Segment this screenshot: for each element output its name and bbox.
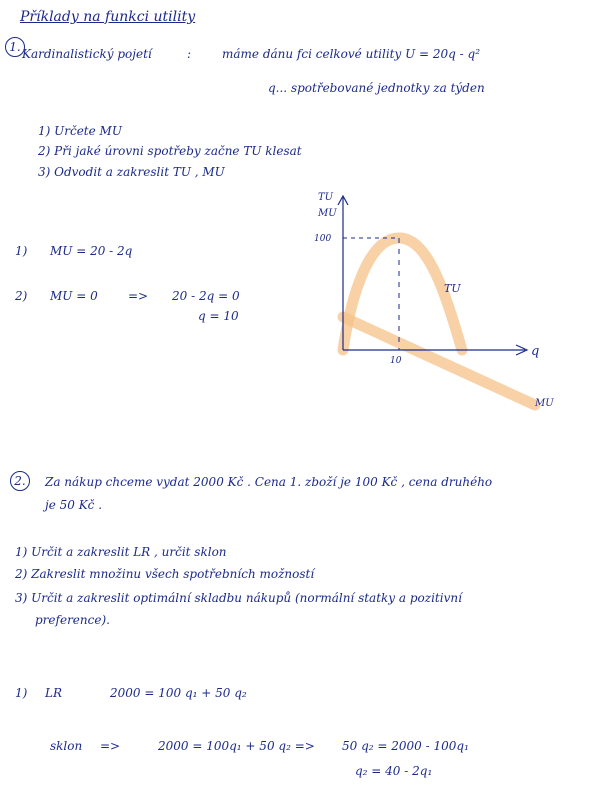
ex2-solution-1-eq: 2000 = 100 q₁ + 50 q₂ xyxy=(110,686,247,700)
ex2-slope-eq: 2000 = 100q₁ + 50 q₂ => xyxy=(158,739,315,753)
ex1-intro-text: máme dánu fci celkové utility U = 20q - q² xyxy=(222,47,481,61)
ex1-task-1: 1) Určete MU xyxy=(38,124,122,138)
ex1-solution-1: MU = 20 - 2q xyxy=(50,244,133,258)
y-axis-label-tu: TU xyxy=(318,192,334,203)
x-tick-10: 10 xyxy=(390,356,402,366)
exercise-1-number: 1. xyxy=(5,37,25,57)
ex2-slope-result-1: 50 q₂ = 2000 - 100q₁ xyxy=(342,739,469,753)
ex1-q-definition: q... spotřebované jednotky za týden xyxy=(268,81,485,95)
x-axis-label: q xyxy=(531,344,540,359)
ex2-slope-label: sklon xyxy=(50,739,83,753)
ex2-task-3-cont: preference). xyxy=(35,613,110,627)
ex2-text-line-1: Za nákup chceme vydat 2000 Kč . Cena 1. zboží je 100 Kč , cena druhého xyxy=(45,475,493,489)
ex2-task-3: 3) Určit a zakreslit optimální skladbu nákupů (normální statky a pozitivní xyxy=(15,591,462,605)
exercise-2-number: 2. xyxy=(10,471,30,491)
tu-curve-label: TU xyxy=(444,282,461,295)
ex1-solution-1-number: 1) xyxy=(15,244,28,258)
ex2-task-1: 1) Určit a zakreslit LR , určit sklon xyxy=(15,545,227,559)
y-tick-100: 100 xyxy=(314,234,332,244)
page-title: Příklady na funkci utility xyxy=(20,9,196,25)
ex2-text-line-2: je 50 Kč . xyxy=(45,498,103,512)
mu-line-label: MU xyxy=(535,398,554,409)
ex1-solution-2-eq-a: 20 - 2q = 0 xyxy=(172,289,240,303)
ex1-intro-label: Kardinalistický pojetí xyxy=(22,47,152,61)
ex2-solution-1-number: 1) xyxy=(15,686,28,700)
ex1-task-3: 3) Odvodit a zakreslit TU , MU xyxy=(38,165,225,179)
ex2-task-2: 2) Zakreslit množinu všech spotřebních možností xyxy=(15,567,315,581)
y-axis-label-mu: MU xyxy=(318,208,337,219)
mu-line xyxy=(343,317,535,405)
ex2-solution-1-label: LR xyxy=(45,686,63,700)
ex1-solution-2: MU = 0 xyxy=(50,289,98,303)
ex1-task-2: 2) Při jaké úrovni spotřeby začne TU klesat xyxy=(38,144,302,158)
ex1-colon: : xyxy=(187,47,192,61)
ex1-solution-2-arrow: => xyxy=(128,289,149,303)
ex1-solution-2-number: 2) xyxy=(15,289,28,303)
ex2-slope-result-2: q₂ = 40 - 2q₁ xyxy=(355,764,433,778)
ex1-solution-2-eq-b: q = 10 xyxy=(198,309,239,323)
ex2-slope-arrow: => xyxy=(100,739,121,753)
